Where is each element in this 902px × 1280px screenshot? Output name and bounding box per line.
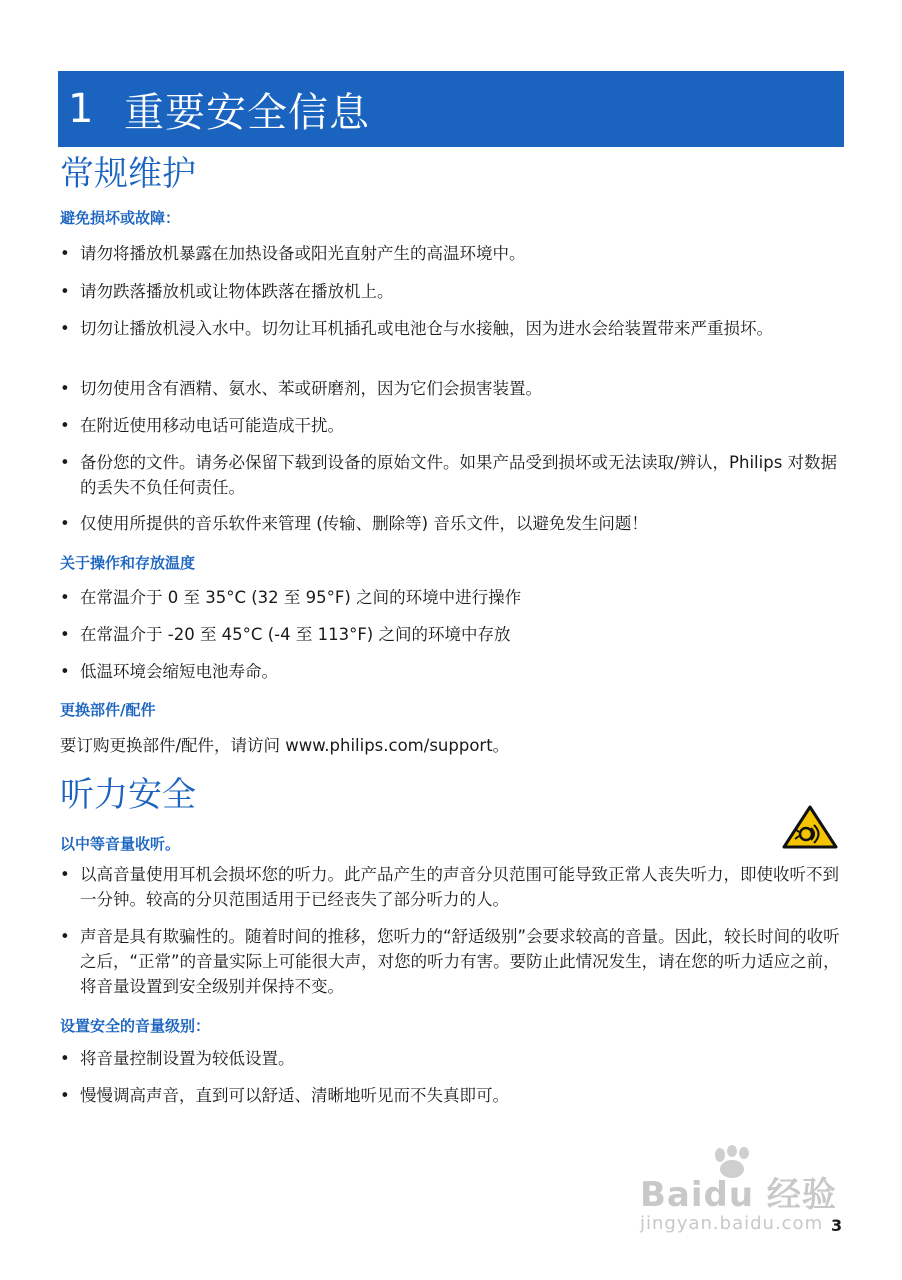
- section-title-hearing-safety: 听力安全: [60, 775, 196, 815]
- list-item: • 仅使用所提供的音乐软件来管理 (传输、删除等) 音乐文件，以避免发生问题！: [60, 514, 648, 533]
- subheading-safe-volume-level: 设置安全的音量级别：: [60, 1017, 211, 1035]
- replacement-parts-text: 要订购更换部件/配件，请访问 www.philips.com/support。: [60, 736, 510, 755]
- chapter-title: 重要安全信息: [124, 89, 370, 136]
- subheading-replacement-parts: 更换部件/配件: [60, 701, 156, 719]
- list-item: • 声音是具有欺骗性的。随着时间的推移，您听力的“舒适级别”会要求较高的音量。因此，较长时间的收听之后，“正常”的音量实际上可能很大声，对您的听力有害。要防止此情况发生，请在您的听力适应之前，将音量设置到安全级别并保持不变。: [60, 927, 840, 996]
- list-item: • 请勿将播放机暴露在加热设备或阳光直射产生的高温环境中。: [60, 244, 526, 263]
- list-item: • 切勿使用含有酒精、氨水、苯或研磨剂，因为它们会损害装置。: [60, 379, 542, 398]
- page-number: 3: [831, 1216, 843, 1235]
- list-item: • 慢慢调高声音，直到可以舒适、清晰地听见而不失真即可。: [60, 1086, 509, 1105]
- section-title-maintenance: 常规维护: [60, 154, 196, 194]
- hearing-warning-icon: [781, 804, 839, 850]
- chapter-banner: [58, 71, 844, 147]
- list-item: • 切勿让播放机浸入水中。切勿让耳机插孔或电池仓与水接触，因为进水会给装置带来严重损坏。: [60, 319, 773, 338]
- list-item: • 请勿跌落播放机或让物体跌落在播放机上。: [60, 282, 394, 301]
- subheading-temperature: 关于操作和存放温度: [60, 554, 196, 572]
- list-item: • 在附近使用移动电话可能造成干扰。: [60, 416, 344, 435]
- list-item: • 在常温介于 0 至 35°C (32 至 95°F) 之间的环境中进行操作: [60, 588, 522, 607]
- list-item: • 在常温介于 -20 至 45°C (-4 至 113°F) 之间的环境中存放: [60, 625, 511, 644]
- subheading-moderate-volume: 以中等音量收听。: [60, 835, 181, 853]
- list-item: • 低温环境会缩短电池寿命。: [60, 662, 278, 681]
- watermark-url: jingyan.baidu.com: [640, 1213, 824, 1234]
- watermark-main: Baidu 经验: [640, 1175, 837, 1215]
- list-item: • 以高音量使用耳机会损坏您的听力。此产品产生的声音分贝范围可能导致正常人丧失听力，即使收听不到一分钟。较高的分贝范围适用于已经丧失了部分听力的人。: [60, 865, 839, 909]
- list-item: • 将音量控制设置为较低设置。: [60, 1049, 295, 1068]
- watermark: [640, 1145, 843, 1245]
- chapter-number: 1: [68, 86, 94, 132]
- list-item: • 备份您的文件。请务必保留下载到设备的原始文件。如果产品受到损坏或无法读取/辨认，Philips 对数据的丢失不负任何责任。: [60, 453, 838, 497]
- subheading-avoid-damage: 避免损坏或故障：: [60, 209, 181, 227]
